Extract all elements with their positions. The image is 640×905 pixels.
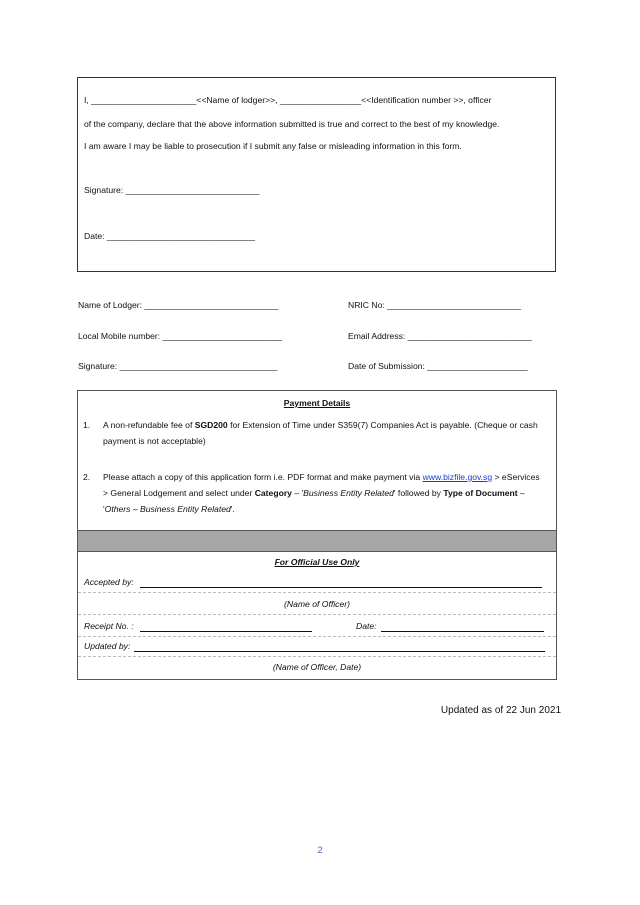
payment-item-1-text-a: A non-refundable fee of bbox=[103, 420, 195, 430]
type-of-document-label: Type of Document bbox=[443, 488, 518, 498]
mobile-number-field[interactable]: Local Mobile number: _________________________ bbox=[78, 331, 283, 341]
declaration-signature[interactable]: Signature: ____________________________ bbox=[84, 185, 260, 195]
official-use-title: For Official Use Only bbox=[274, 557, 360, 567]
payment-item-2-text-d: ' followed by bbox=[393, 488, 444, 498]
nric-field[interactable]: NRIC No: ____________________________ bbox=[348, 300, 521, 310]
declaration-line-3: I am aware I may be liable to prosecution if I submit any false or misleading information in this form. bbox=[84, 141, 462, 151]
accepted-by-label: Accepted by: bbox=[84, 577, 134, 587]
lodger-signature-field[interactable]: Signature: _________________________________ bbox=[78, 361, 278, 371]
bizfile-link[interactable]: www.bizfile.gov.sg bbox=[422, 472, 493, 482]
payment-item-2-text-c: – ' bbox=[291, 488, 304, 498]
accepted-by-field[interactable] bbox=[140, 587, 542, 588]
payment-item-2-text-f: '. bbox=[230, 504, 235, 514]
grey-separator-bar bbox=[78, 530, 556, 552]
official-use-section bbox=[78, 551, 556, 679]
fee-amount: SGD200 bbox=[194, 420, 228, 430]
payment-item-1-number: 1. bbox=[83, 420, 91, 430]
payment-item-2-number: 2. bbox=[83, 472, 91, 482]
business-entity-related: Business Entity Related bbox=[303, 488, 394, 498]
payment-item-2 bbox=[83, 469, 545, 517]
row-divider bbox=[78, 636, 556, 637]
declaration-box bbox=[77, 77, 556, 272]
receipt-no-label: Receipt No. : bbox=[84, 621, 134, 631]
submission-date-field[interactable]: Date of Submission: _____________________ bbox=[348, 361, 528, 371]
row-divider bbox=[78, 592, 556, 593]
payment-item-1 bbox=[83, 417, 545, 449]
payment-item-2-text-a: Please attach a copy of this application form i.e. PDF format and make payment via bbox=[103, 472, 423, 482]
official-date-field[interactable] bbox=[381, 631, 544, 632]
category-label: Category bbox=[254, 488, 292, 498]
row-divider bbox=[78, 614, 556, 615]
page-number: 2 bbox=[317, 845, 323, 856]
updated-date-note: Updated as of 22 Jun 2021 bbox=[440, 705, 561, 716]
official-date-label: Date: bbox=[356, 621, 377, 631]
declaration-line-1: I, ______________________<<Name of lodger>>, _________________<<Identification number >>, officer bbox=[84, 95, 492, 105]
declaration-date[interactable]: Date: _______________________________ bbox=[84, 231, 256, 241]
updated-by-field[interactable] bbox=[134, 651, 545, 652]
payment-item-1-text-b: for Extension of Time under S359(7) Companies Act is payable. (Cheque or cash payment is not acceptable) bbox=[103, 420, 538, 446]
payment-details-box bbox=[77, 390, 557, 680]
others-business-entity-related: Others – Business Entity Related bbox=[104, 504, 231, 514]
receipt-no-field[interactable] bbox=[140, 631, 312, 632]
name-of-officer-caption: (Name of Officer) bbox=[284, 599, 350, 609]
email-field[interactable]: Email Address: __________________________ bbox=[348, 331, 532, 341]
payment-item-2-text-e: – ' bbox=[103, 488, 525, 514]
row-divider bbox=[78, 656, 556, 657]
name-officer-date-caption: (Name of Officer, Date) bbox=[272, 662, 362, 672]
declaration-line-2: of the company, declare that the above information submitted is true and correct to the best of my knowledge. bbox=[84, 119, 500, 129]
lodger-name-field[interactable]: Name of Lodger: ____________________________ bbox=[78, 300, 279, 310]
payment-item-2-text-b: > eServices > General Lodgement and select under bbox=[103, 472, 540, 498]
payment-details-title: Payment Details bbox=[283, 398, 351, 408]
updated-by-label: Updated by: bbox=[84, 641, 131, 651]
